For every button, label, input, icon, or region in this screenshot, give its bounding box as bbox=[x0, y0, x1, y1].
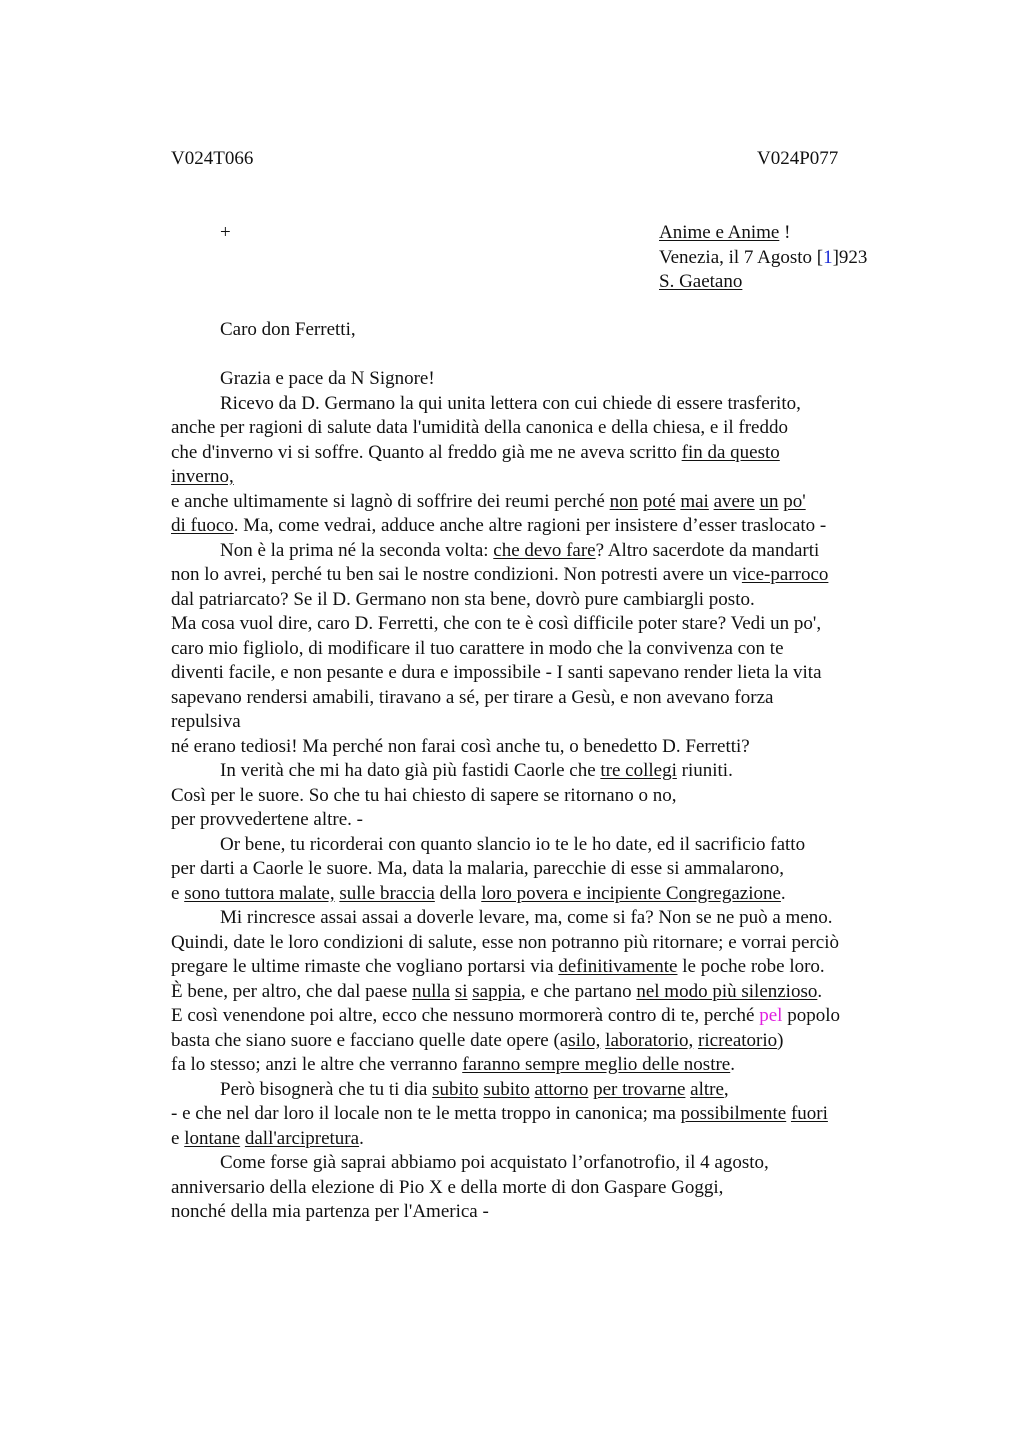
underlined-text: avere bbox=[713, 490, 755, 512]
text-segment: e anche ultimamente si lagnò di soffrire dei reumi perché bbox=[171, 490, 610, 512]
document-code-left: V024T066 bbox=[171, 148, 254, 169]
body-line bbox=[171, 416, 931, 441]
body-line bbox=[171, 441, 931, 466]
body-line bbox=[171, 882, 931, 907]
body-line bbox=[171, 857, 931, 882]
underlined-text: dall'arcipretura bbox=[244, 1127, 360, 1149]
text-segment: della bbox=[434, 882, 482, 904]
underlined-text: sulle braccia bbox=[339, 882, 435, 904]
text-segment: ? Altro sacerdote da mandarti bbox=[595, 539, 820, 561]
motto-suffix: ! bbox=[779, 222, 791, 243]
underlined-text: definitivamente bbox=[558, 956, 678, 977]
body-line bbox=[171, 1004, 931, 1029]
text-segment: nonché della mia partenza per l'America - bbox=[171, 1201, 489, 1222]
underlined-text: po' bbox=[783, 490, 806, 512]
letter-heading bbox=[659, 221, 867, 295]
body-line bbox=[171, 1151, 931, 1176]
body-line bbox=[171, 588, 931, 613]
body-line bbox=[171, 1102, 931, 1127]
body-line bbox=[171, 539, 931, 564]
underlined-text: un bbox=[759, 490, 779, 512]
body-line bbox=[171, 490, 931, 515]
text-segment: sapevano rendersi amabili, tiravano a sé, per tirare a Gesù, e non avevano forza bbox=[171, 686, 774, 708]
body-line bbox=[171, 514, 931, 539]
text-segment: . bbox=[817, 980, 823, 1002]
text-segment: riuniti. bbox=[676, 760, 733, 781]
body-line bbox=[171, 367, 931, 392]
body-line bbox=[171, 563, 931, 588]
body-line bbox=[171, 661, 931, 686]
underlined-text: altre bbox=[690, 1078, 724, 1100]
underlined-text: attorno bbox=[534, 1078, 589, 1100]
underlined-text: sono tuttora malate, bbox=[184, 882, 335, 904]
text-segment: per provvedertene altre. - bbox=[171, 809, 364, 830]
body-line bbox=[171, 1053, 931, 1078]
underlined-text: fuori bbox=[790, 1103, 828, 1124]
underlined-text: lontane bbox=[184, 1127, 241, 1149]
text-segment: per darti a Caorle le suore. Ma, data la malaria, parecchie di esse si ammalarono, bbox=[171, 858, 785, 879]
body-line bbox=[171, 1029, 931, 1054]
body-line bbox=[171, 784, 931, 809]
body-line bbox=[171, 710, 931, 735]
text-segment: Non è la prima né la seconda volta: bbox=[220, 539, 494, 561]
underlined-text: possibilmente bbox=[680, 1103, 787, 1124]
underlined-text: ice-parroco bbox=[741, 564, 829, 585]
underlined-text: per trovarne bbox=[593, 1078, 686, 1100]
underlined-text: loro povera e incipiente Congregazione bbox=[481, 882, 781, 904]
text-segment: , bbox=[723, 1078, 729, 1100]
body-line bbox=[171, 612, 931, 637]
document-code-right: V024P077 bbox=[757, 148, 839, 169]
text-segment: e bbox=[171, 882, 185, 904]
text-segment: anniversario della elezione di Pio X e della morte di don Gaspare Goggi, bbox=[171, 1176, 724, 1198]
body-line bbox=[171, 906, 931, 931]
body-line bbox=[171, 1078, 931, 1103]
motto-line bbox=[659, 221, 867, 246]
letter-body bbox=[171, 367, 931, 1225]
body-line bbox=[171, 808, 931, 833]
text-segment: In verità che mi ha dato già più fastidi Caorle che bbox=[220, 760, 601, 781]
text-segment: le poche robe loro. bbox=[677, 956, 825, 977]
underlined-text: inverno, bbox=[171, 466, 234, 487]
body-line bbox=[171, 465, 931, 490]
motto-text: Anime e Anime bbox=[659, 222, 780, 243]
date-prefix: Venezia, il 7 Agosto [ bbox=[659, 246, 824, 268]
text-segment: Ricevo da D. Germano la qui unita lettera con cui chiede di essere trasferito, bbox=[220, 392, 801, 414]
text-segment: caro mio figliolo, di modificare il tuo carattere in modo che la convivenza con te bbox=[171, 637, 784, 659]
body-line bbox=[171, 833, 931, 858]
underlined-text: subito bbox=[432, 1078, 479, 1100]
text-segment: , e che partano bbox=[520, 980, 637, 1002]
text-segment: . bbox=[730, 1054, 735, 1075]
body-line bbox=[171, 735, 931, 760]
body-line bbox=[171, 1200, 931, 1225]
text-segment: non lo avrei, perché tu ben sai le nostre condizioni. Non potresti avere un v bbox=[171, 564, 742, 585]
saint-text: S. Gaetano bbox=[659, 271, 743, 292]
underlined-text: subito bbox=[483, 1078, 530, 1100]
underlined-text: mai bbox=[680, 490, 709, 512]
text-segment: e bbox=[171, 1127, 185, 1149]
text-segment: fa lo stesso; anzi le altre che verranno bbox=[171, 1054, 463, 1075]
text-segment: diventi facile, e non pesante e dura e impossibile - I santi sapevano render lieta la vita bbox=[171, 662, 822, 683]
text-segment: né erano tediosi! Ma perché non farai così anche tu, o benedetto D. Ferretti? bbox=[171, 735, 750, 757]
underlined-text: non bbox=[609, 490, 639, 512]
date-digit: 1 bbox=[823, 246, 833, 268]
underlined-text: si bbox=[454, 980, 468, 1002]
text-segment: pregare le ultime rimaste che vogliano portarsi via bbox=[171, 956, 559, 977]
underlined-text: di fuoco bbox=[171, 515, 234, 536]
underlined-text: che devo fare bbox=[493, 539, 596, 561]
text-segment: Grazia e pace da N Signore! bbox=[220, 368, 435, 389]
saint-line bbox=[659, 270, 867, 295]
body-line bbox=[171, 686, 931, 711]
underlined-text: poté bbox=[642, 490, 676, 512]
text-segment: repulsiva bbox=[171, 711, 241, 732]
body-line bbox=[171, 1127, 931, 1152]
text-segment: . bbox=[780, 882, 786, 904]
underlined-text: tre collegi bbox=[600, 760, 677, 781]
text-segment: Mi rincresce assai assai a doverle levare, ma, come si fa? Non se ne può a meno. bbox=[220, 907, 833, 928]
body-line bbox=[171, 1176, 931, 1201]
text-segment: dal patriarcato? Se il D. Germano non sta bene, dovrò pure cambiargli posto. bbox=[171, 588, 755, 610]
text-segment: Ma cosa vuol dire, caro D. Ferretti, che con te è così difficile poter stare? Vedi un po', bbox=[171, 613, 822, 634]
underlined-text: faranno sempre meglio delle nostre bbox=[462, 1054, 731, 1075]
date-line bbox=[659, 246, 867, 271]
cross-symbol: + bbox=[220, 222, 231, 243]
text-segment: - e che nel dar loro il locale non te le metta troppo in canonica; ma bbox=[171, 1103, 681, 1124]
underlined-text: sappia bbox=[472, 980, 521, 1002]
body-line bbox=[171, 955, 931, 980]
salutation: Caro don Ferretti, bbox=[220, 319, 356, 340]
body-line bbox=[171, 980, 931, 1005]
date-suffix: ]923 bbox=[832, 246, 868, 268]
text-segment: basta che siano suore e facciano quelle date opere (a bbox=[171, 1029, 569, 1051]
body-line bbox=[171, 392, 931, 417]
text-segment: Come forse già saprai abbiamo poi acquistato l’orfanotrofio, il 4 agosto, bbox=[220, 1152, 769, 1173]
underlined-text: laboratorio, bbox=[605, 1029, 694, 1051]
underlined-text: nulla bbox=[412, 980, 451, 1002]
text-segment: pel bbox=[759, 1005, 783, 1026]
text-segment: Quindi, date le loro condizioni di salute, esse non potranno più ritornare; e vorrai perciò bbox=[171, 931, 839, 953]
body-line bbox=[171, 931, 931, 956]
text-segment: E così venendone poi altre, ecco che nessuno mormorerà contro di te, perché bbox=[171, 1005, 760, 1026]
underlined-text: nel modo più silenzioso bbox=[636, 980, 818, 1002]
body-line bbox=[171, 759, 931, 784]
underlined-text: ricreatorio bbox=[698, 1029, 778, 1051]
text-segment: . Ma, come vedrai, adduce anche altre ragioni per insistere d’esser traslocato - bbox=[233, 515, 827, 536]
text-segment: È bene, per altro, che dal paese bbox=[171, 980, 413, 1002]
text-segment: Così per le suore. So che tu hai chiesto di sapere se ritornano o no, bbox=[171, 784, 677, 806]
text-segment: anche per ragioni di salute data l'umidità della canonica e della chiesa, e il freddo bbox=[171, 417, 788, 438]
text-segment: popolo bbox=[782, 1005, 840, 1026]
text-segment: Or bene, tu ricorderai con quanto slancio io te le ho date, ed il sacrificio fatto bbox=[220, 833, 806, 855]
text-segment: che d'inverno vi si soffre. Quanto al freddo già me ne aveva scritto bbox=[171, 441, 682, 463]
underlined-text: silo, bbox=[568, 1029, 601, 1051]
underlined-text: fin da questo bbox=[681, 441, 780, 463]
text-segment: ) bbox=[777, 1029, 784, 1051]
text-segment: . bbox=[359, 1127, 364, 1149]
body-line bbox=[171, 637, 931, 662]
text-segment: Però bisognerà che tu ti dia bbox=[220, 1078, 433, 1100]
